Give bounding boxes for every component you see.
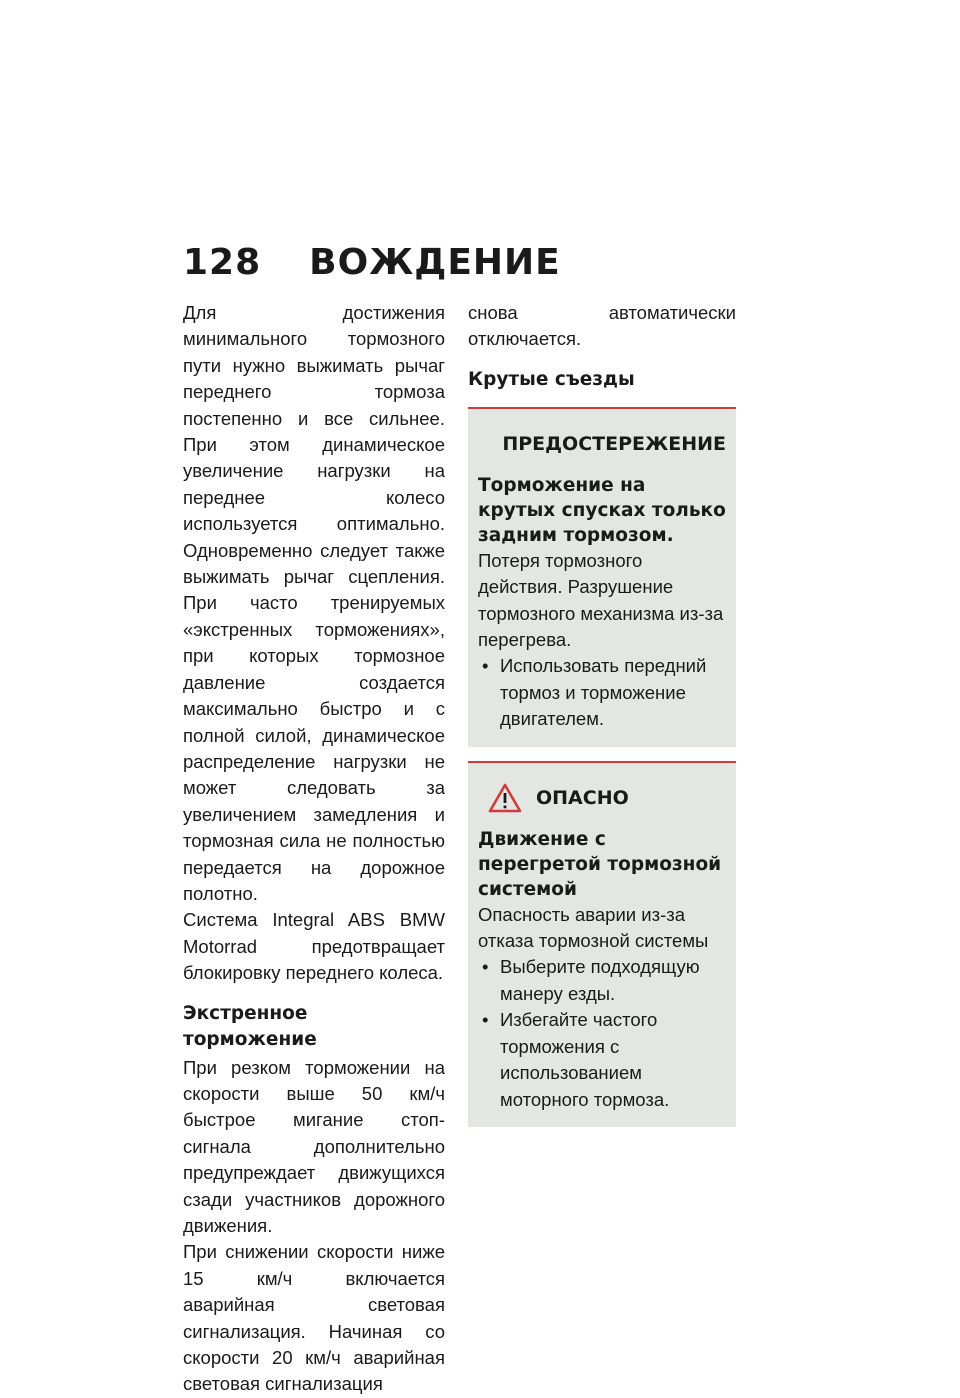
paragraph-continued: снова автоматически отключается. [468,300,736,353]
danger-box-header [488,783,726,813]
right-column [468,300,736,1127]
warning-heading: Торможение на крутых спусках только задним тормозом. [478,473,726,548]
list-item: • Избегайте частого торможения с использованием моторного тормоза. [478,1007,726,1113]
warning-text: Потеря тормозного действия. Разрушение тормозного механизма из-за перегрева. [478,548,726,654]
warning-triangle-icon [488,783,522,813]
warning-label: ПРЕДОСТЕРЕЖЕНИЕ [502,433,726,455]
page-number: 128 [183,242,261,283]
list-item: • Выберите подходящую манеру езды. [478,954,726,1007]
paragraph-braking-technique: Для достижения минимального тормозного пути нужно выжимать рычаг переднего тормоза постепенно и все сильнее. При этом динамическое увеличение нагрузки на переднее колесо используется оптимально. Одновременно следует также выжимать рычаг сцепления. При часто тренируемых «экстренных торможениях», при которых тормозное давление создается максимально быстро и с полной силой, динамическое распределение нагрузки не может следовать за увеличением замедления и тормозная сила не полностью передается на дорожное полотно. [183,300,445,907]
paragraph-brake-light: При резком торможении на скорости выше 50 км/ч быстрое мигание стоп-сигнала дополнительно предупреждает движущихся сзади участников дорожного движения. [183,1055,445,1240]
paragraph-hazard-lights: При снижении скорости ниже 15 км/ч включается аварийная световая сигнализация. Начиная со скорости 20 км/ч аварийная световая сигнализация [183,1239,445,1397]
warning-box [468,407,736,747]
page-header [183,242,561,283]
paragraph-abs: Система Integral ABS BMW Motorrad предотвращает блокировку переднего колеса. [183,907,445,986]
danger-text: Опасность аварии из-за отказа тормозной системы [478,902,726,955]
danger-label: ОПАСНО [536,787,629,809]
warning-box-header [488,429,726,459]
left-column [183,300,445,1398]
warning-bullet-list [478,653,726,732]
danger-heading: Движение с перегретой тормозной системой [478,827,726,902]
danger-bullet-list [478,954,726,1112]
danger-box [468,761,736,1127]
list-item: • Использовать передний тормоз и торможение двигателем. [478,653,726,732]
heading-steep-descents: Крутые съезды [468,367,736,393]
heading-emergency-braking: Экстренное торможение [183,1001,445,1053]
chapter-title: ВОЖДЕНИЕ [309,242,561,283]
